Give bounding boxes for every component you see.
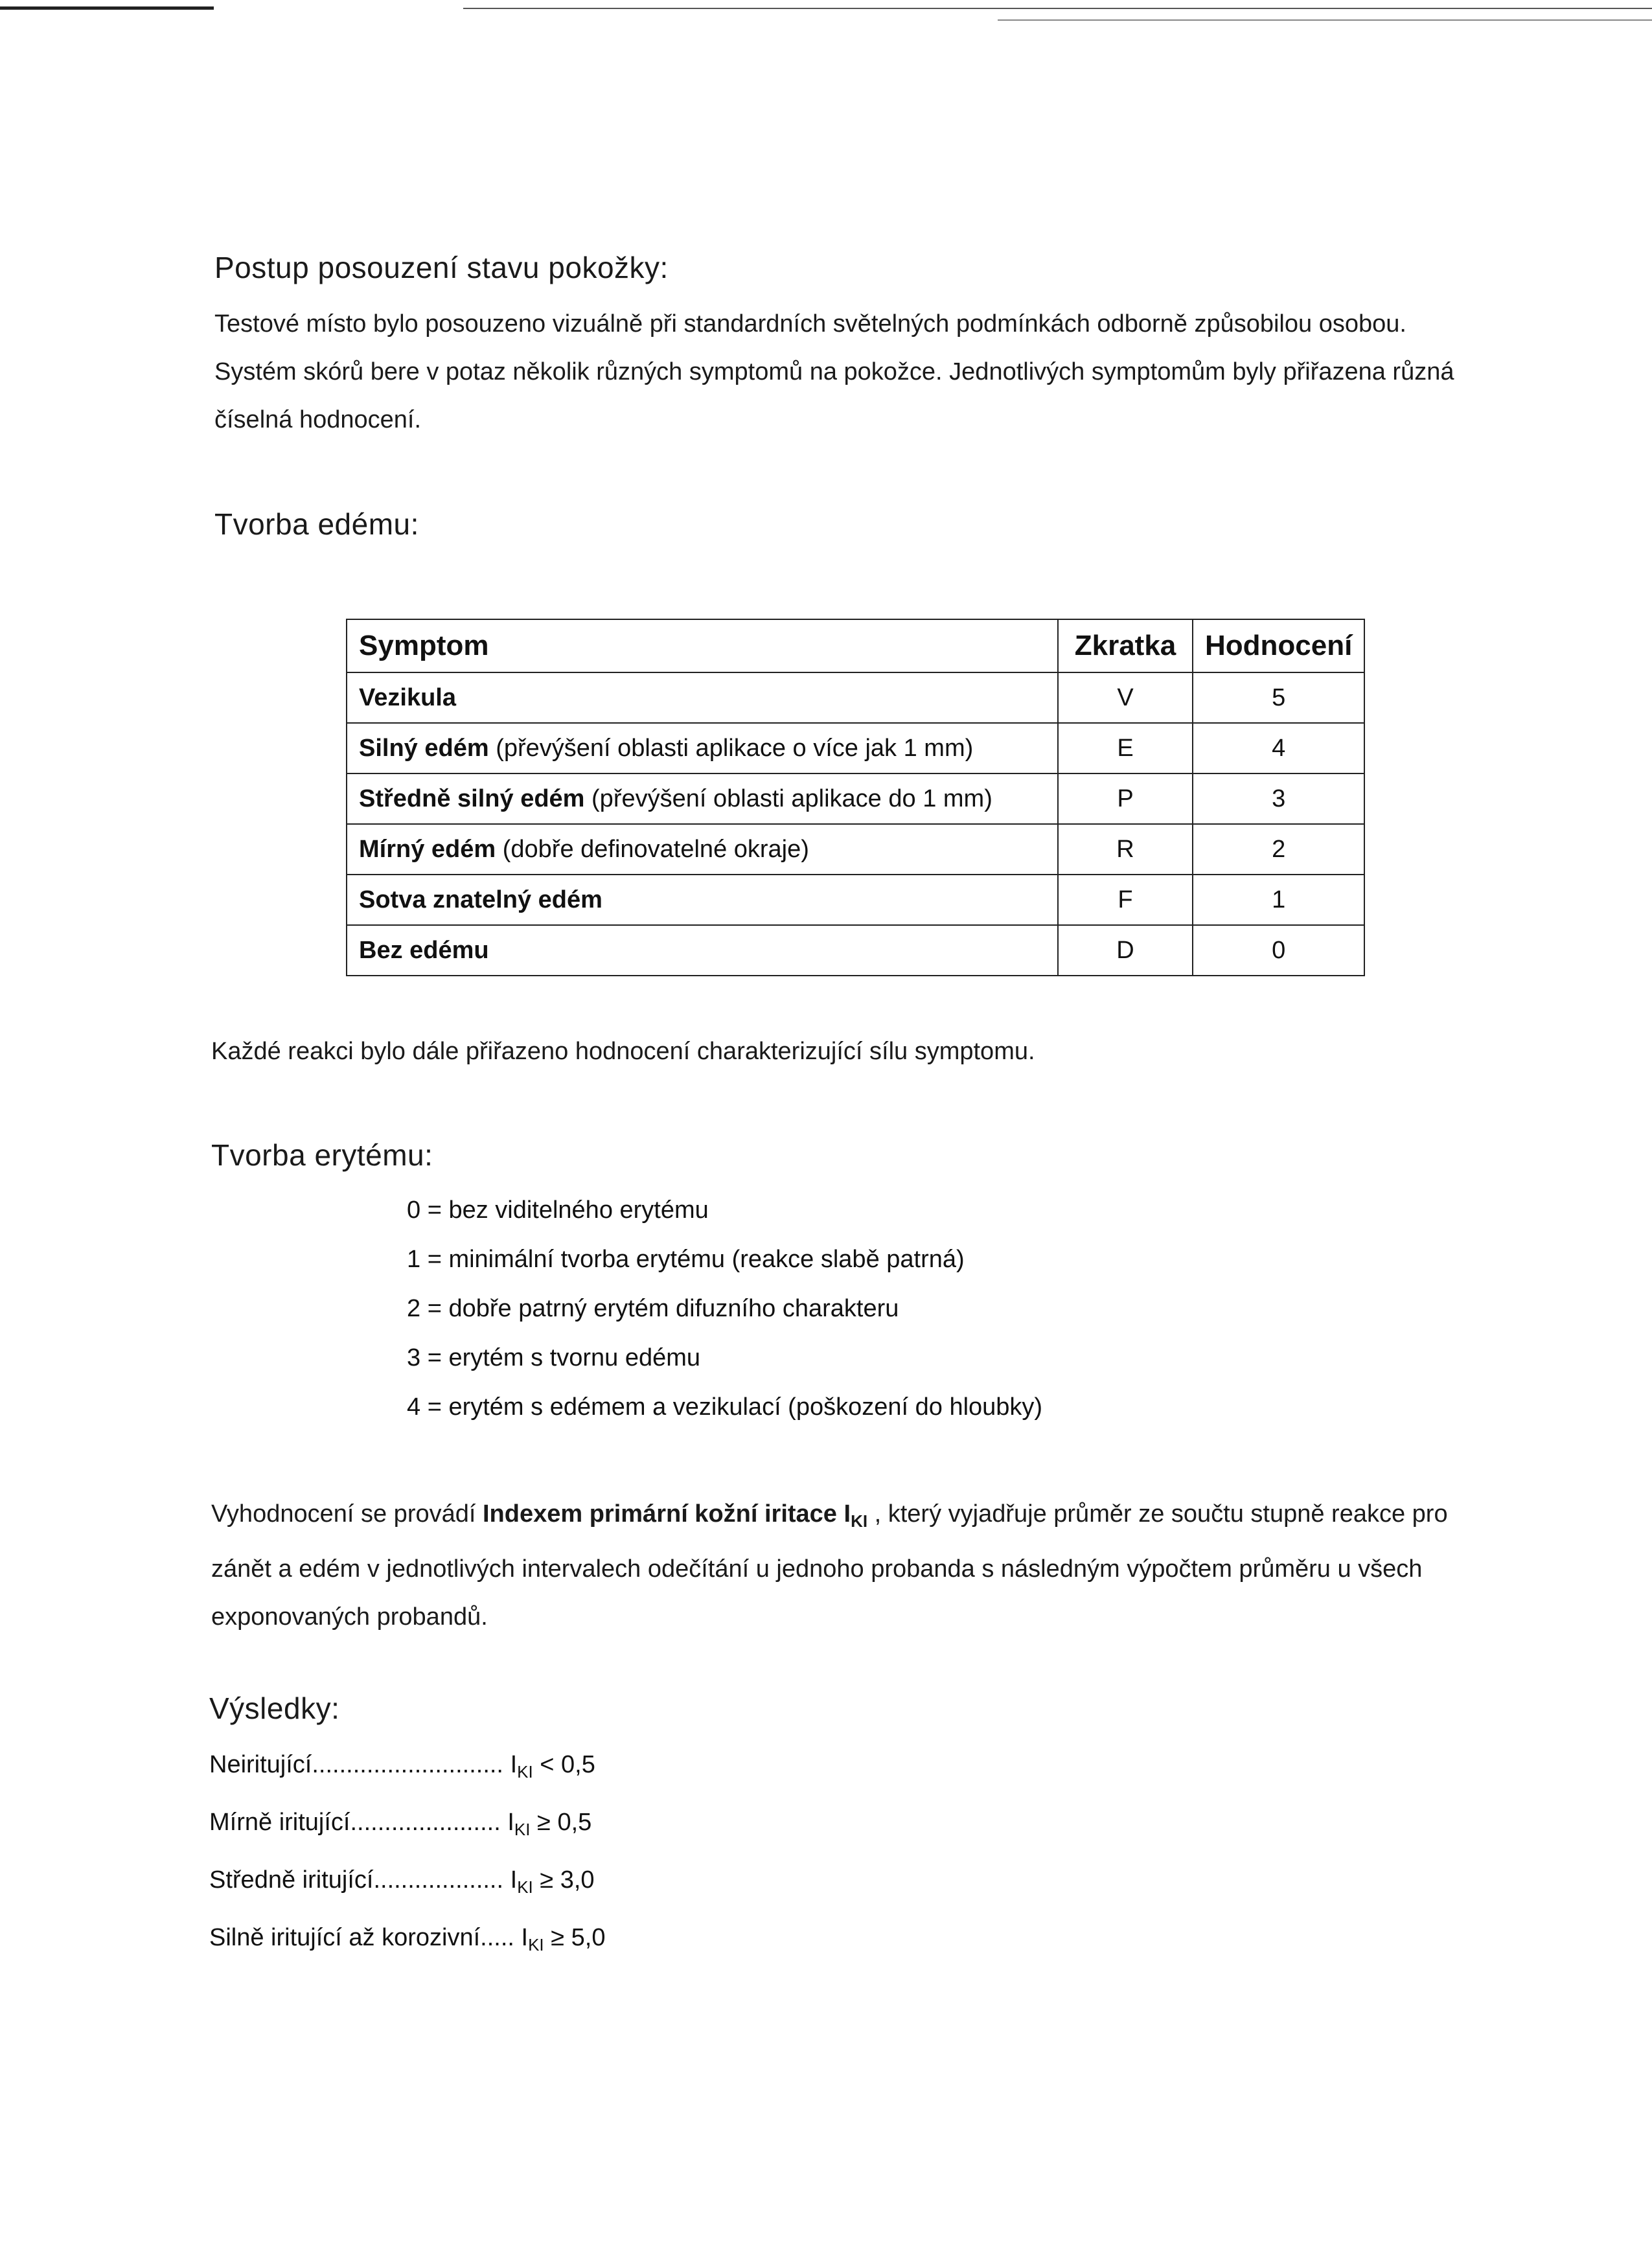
list-item: 0 = bez viditelného erytému [407,1197,709,1224]
result-index-sub: KI [517,1877,533,1897]
top-rule-right [463,8,1652,9]
result-value: ≥ 3,0 [533,1866,595,1894]
abbr-cell: E [1058,723,1193,773]
edema-table [346,619,1365,976]
result-value: < 0,5 [533,1751,595,1778]
skin-assessment-heading: Postup posouzení stavu pokožky: [214,251,669,284]
result-label: Neiritující [209,1751,312,1778]
result-dots: ................... [373,1866,504,1894]
symptom-cell [347,773,1058,824]
abbr-cell: P [1058,773,1193,824]
table-row [347,875,1364,925]
table-row [347,925,1364,976]
symptom-cell [347,723,1058,773]
symptom-name: Bez edému [359,936,489,964]
result-dots: ............................ [312,1751,503,1778]
skin-assessment-text [214,300,1575,444]
skin-line-2: Systém skórů bere v potaz několik různých symptomů na pokožce. Jednotlivých symptomům byly přiřazena různá [214,358,1454,385]
erythema-list [407,1186,1042,1432]
evaluation-line-2: zánět a edém v jednotlivých intervalech odečítání u jednoho probanda s následným výpočtem průměru u všech [211,1555,1423,1583]
skin-line-3: číselná hodnocení. [214,406,422,433]
evaluation-line-1 [211,1490,1604,1545]
list-item: 4 = erytém s edémem a vezikulací (poškození do hloubky) [407,1393,1043,1421]
result-index-sub: KI [517,1762,533,1781]
table-row [347,773,1364,824]
list-item [209,1797,605,1855]
symptom-cell [347,672,1058,723]
result-dots: ..... [480,1924,514,1951]
score-cell: 4 [1193,723,1364,773]
abbr-cell: D [1058,925,1193,976]
result-value: ≥ 5,0 [544,1924,606,1951]
symptom-name: Silný edém [359,734,489,762]
symptom-detail: (převýšení oblasti aplikace o více jak 1 mm) [488,734,974,762]
result-dots: ...................... [350,1809,501,1836]
symptom-name: Středně silný edém [359,785,585,812]
symptom-detail: (dobře definovatelné okraje) [496,835,809,863]
symptom-detail: (převýšení oblasti aplikace do 1 mm) [584,785,992,812]
table-row [347,672,1364,723]
result-label: Středně iritující [209,1866,374,1894]
result-index: I [510,1866,518,1894]
result-label: Mírně iritující [209,1809,350,1836]
result-index-sub: KI [528,1935,544,1954]
evaluation-line-3: exponovaných probandů. [211,1603,488,1631]
evaluation-text [211,1490,1604,1641]
abbr-cell: F [1058,875,1193,925]
list-item [209,1912,605,1970]
results-heading: Výsledky: [209,1691,340,1725]
table-row [347,723,1364,773]
score-cell: 1 [1193,875,1364,925]
score-cell: 3 [1193,773,1364,824]
list-item [209,1855,605,1912]
list-item: 2 = dobře patrný erytém difuzního charakteru [407,1295,899,1322]
top-rule-left [0,6,214,10]
skin-line-1: Testové místo bylo posouzeno vizuálně při standardních světelných podmínkách odborně způsobilou osobou. [214,310,1406,338]
symptom-cell [347,925,1058,976]
score-cell: 2 [1193,824,1364,875]
list-item: 3 = erytém s tvornu edému [407,1344,701,1371]
list-item [209,1739,605,1797]
symptom-cell [347,875,1058,925]
evaluation-index-sub: KI [851,1511,868,1531]
result-value: ≥ 0,5 [530,1809,592,1836]
result-index: I [521,1924,529,1951]
symptom-name: Vezikula [359,683,456,711]
table-row [347,824,1364,875]
header-symptom: Symptom [347,619,1058,672]
edema-table-header [347,619,1364,672]
abbr-cell: V [1058,672,1193,723]
result-label: Silně iritující až korozivní [209,1924,481,1951]
results-list [209,1739,605,1970]
evaluation-post: , který vyjadřuje průměr ze součtu stupně reakce pro [867,1500,1448,1528]
list-item: 1 = minimální tvorba erytému (reakce slabě patrná) [407,1246,965,1273]
result-index: I [507,1809,514,1836]
symptom-name: Sotva znatelný edém [359,886,602,913]
erythema-heading: Tvorba erytému: [211,1138,433,1172]
symptom-cell [347,824,1058,875]
abbr-cell: R [1058,824,1193,875]
score-cell: 5 [1193,672,1364,723]
header-abbr: Zkratka [1058,619,1193,672]
score-cell: 0 [1193,925,1364,976]
top-rule-right-2 [998,19,1652,21]
header-score: Hodnocení [1193,619,1364,672]
edema-note: Každé reakci bylo dále přiřazeno hodnocení charakterizující sílu symptomu. [211,1038,1035,1065]
result-index: I [510,1751,518,1778]
evaluation-pre: Vyhodnocení se provádí [211,1500,483,1528]
evaluation-index-name: Indexem primární kožní iritace I [482,1500,851,1528]
edema-heading: Tvorba edému: [214,507,419,541]
result-index-sub: KI [514,1820,531,1839]
symptom-name: Mírný edém [359,835,496,863]
